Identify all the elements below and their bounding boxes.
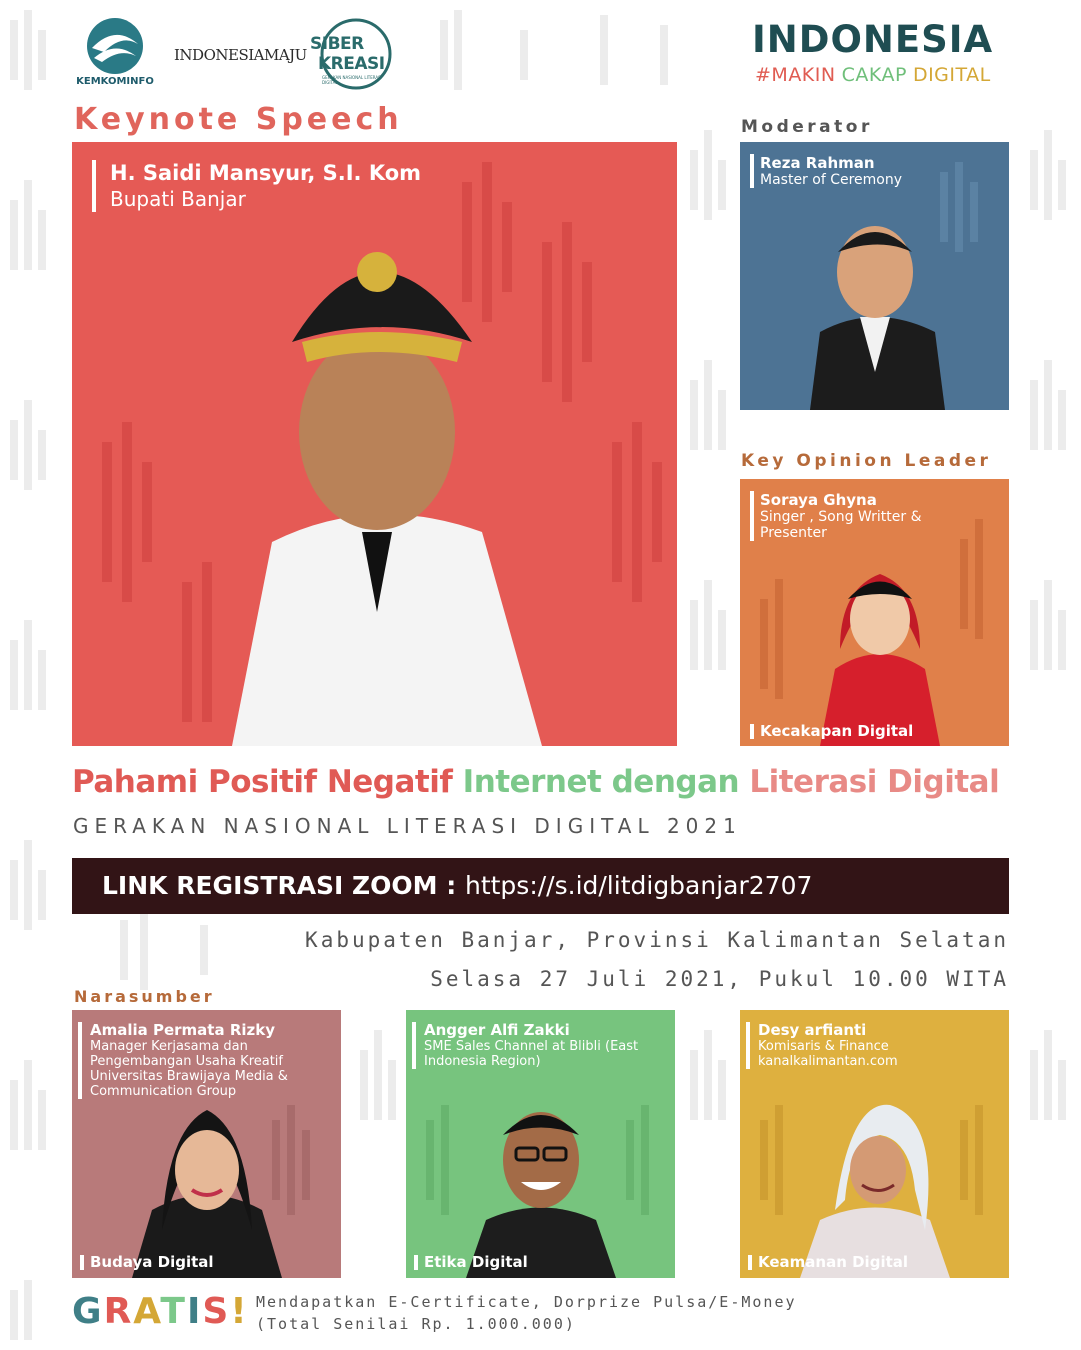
keynote-speaker-photo	[72, 142, 677, 746]
gratis-description	[256, 1291, 797, 1335]
headline-part-2: Internet dengan	[462, 764, 740, 800]
makin-cakap-digital-tag	[755, 64, 991, 86]
main-headline	[72, 764, 999, 800]
siber-kreasi-subtext: GERAKAN NASIONAL LITERASI DIGITAL	[322, 75, 382, 85]
moderator-card	[740, 142, 1009, 410]
gratis-title	[72, 1291, 249, 1332]
indonesia-title: INDONESIA	[752, 18, 994, 61]
speaker-role: Manager Kerjasama dan Pengembangan Usaha Kreatif Universitas Brawijaya Media & Communication Group	[90, 1039, 288, 1099]
gratis-letter: R	[103, 1291, 134, 1332]
keynote-caption	[92, 160, 421, 212]
gratis-letter: A	[133, 1291, 161, 1332]
siber-kreasi-logo	[310, 16, 396, 92]
kol-name: Soraya Ghyna	[760, 491, 877, 509]
gratis-letter: I	[186, 1291, 203, 1332]
moderator-name: Reza Rahman	[760, 154, 875, 172]
keynote-role: Bupati Banjar	[110, 187, 246, 211]
gratis-letter: S	[202, 1291, 231, 1332]
zoom-registration-link[interactable]: https://s.id/litdigbanjar2707	[464, 871, 813, 900]
keynote-speaker-card	[72, 142, 677, 746]
siber-text: SIBER	[310, 34, 364, 54]
gratis-line-2: (Total Senilai Rp. 1.000.000)	[256, 1315, 576, 1333]
headline-subtitle: GERAKAN NASIONAL LITERASI DIGITAL 2021	[73, 814, 742, 838]
speaker-card	[740, 1010, 1009, 1278]
headline-part-1: Pahami Positif Negatif	[72, 764, 453, 800]
speaker-topic: Budaya Digital	[80, 1255, 214, 1270]
kol-label: Key Opinion Leader	[741, 451, 992, 471]
kreasi-text: KREASI	[318, 54, 385, 74]
indonesia-maju-logo: INDONESIAMAJU	[174, 46, 307, 64]
speaker-1-caption	[78, 1022, 328, 1099]
speaker-role: SME Sales Channel at Blibli (East Indonesia Region)	[424, 1039, 639, 1069]
narasumber-label: Narasumber	[74, 987, 215, 1006]
gratis-line-1: Mendapatkan E-Certificate, Dorprize Pulsa/E-Money	[256, 1293, 797, 1311]
speaker-topic: Etika Digital	[414, 1255, 528, 1270]
kol-caption	[750, 491, 950, 541]
speaker-topic: Keamanan Digital	[748, 1255, 908, 1270]
speaker-card	[72, 1010, 341, 1278]
speaker-role: Komisaris & Finance kanalkalimantan.com	[758, 1039, 898, 1069]
tag-part-digital: DIGITAL	[912, 64, 991, 86]
speaker-name: Desy arfianti	[758, 1021, 867, 1039]
tag-part-makin: #MAKIN	[755, 64, 836, 86]
headline-part-3: Literasi Digital	[749, 764, 1000, 800]
moderator-label: Moderator	[741, 117, 873, 137]
moderator-caption	[750, 154, 902, 188]
speaker-3-caption	[746, 1022, 996, 1069]
zoom-registration-label	[102, 871, 812, 900]
kol-topic: Kecakapan Digital	[750, 724, 913, 739]
tag-part-cakap: CAKAP	[841, 64, 907, 86]
keynote-label: Keynote Speech	[74, 102, 403, 137]
gratis-letter: G	[72, 1291, 104, 1332]
speaker-name: Amalia Permata Rizky	[90, 1021, 275, 1039]
keynote-name: H. Saidi Mansyur, S.I. Kom	[110, 161, 422, 185]
gratis-letter: T	[160, 1291, 187, 1332]
kemkominfo-wordmark: KEMKOMINFO	[76, 76, 154, 87]
gratis-letter: !	[230, 1291, 249, 1332]
moderator-role: Master of Ceremony	[760, 172, 903, 188]
event-location: Kabupaten Banjar, Provinsi Kalimantan Selatan	[305, 928, 1009, 952]
speaker-2-caption	[412, 1022, 662, 1069]
kemkominfo-logo	[72, 14, 158, 94]
zoom-registration-bar	[72, 858, 1009, 914]
kemkominfo-emblem-icon	[72, 14, 158, 76]
event-datetime: Selasa 27 Juli 2021, Pukul 10.00 WITA	[430, 967, 1009, 991]
speaker-card	[406, 1010, 675, 1278]
kol-role: Singer , Song Writter & Presenter	[760, 509, 922, 541]
zoom-label-text: LINK REGISTRASI ZOOM :	[102, 871, 457, 900]
kol-card	[740, 479, 1009, 746]
speaker-name: Angger Alfi Zakki	[424, 1021, 570, 1039]
